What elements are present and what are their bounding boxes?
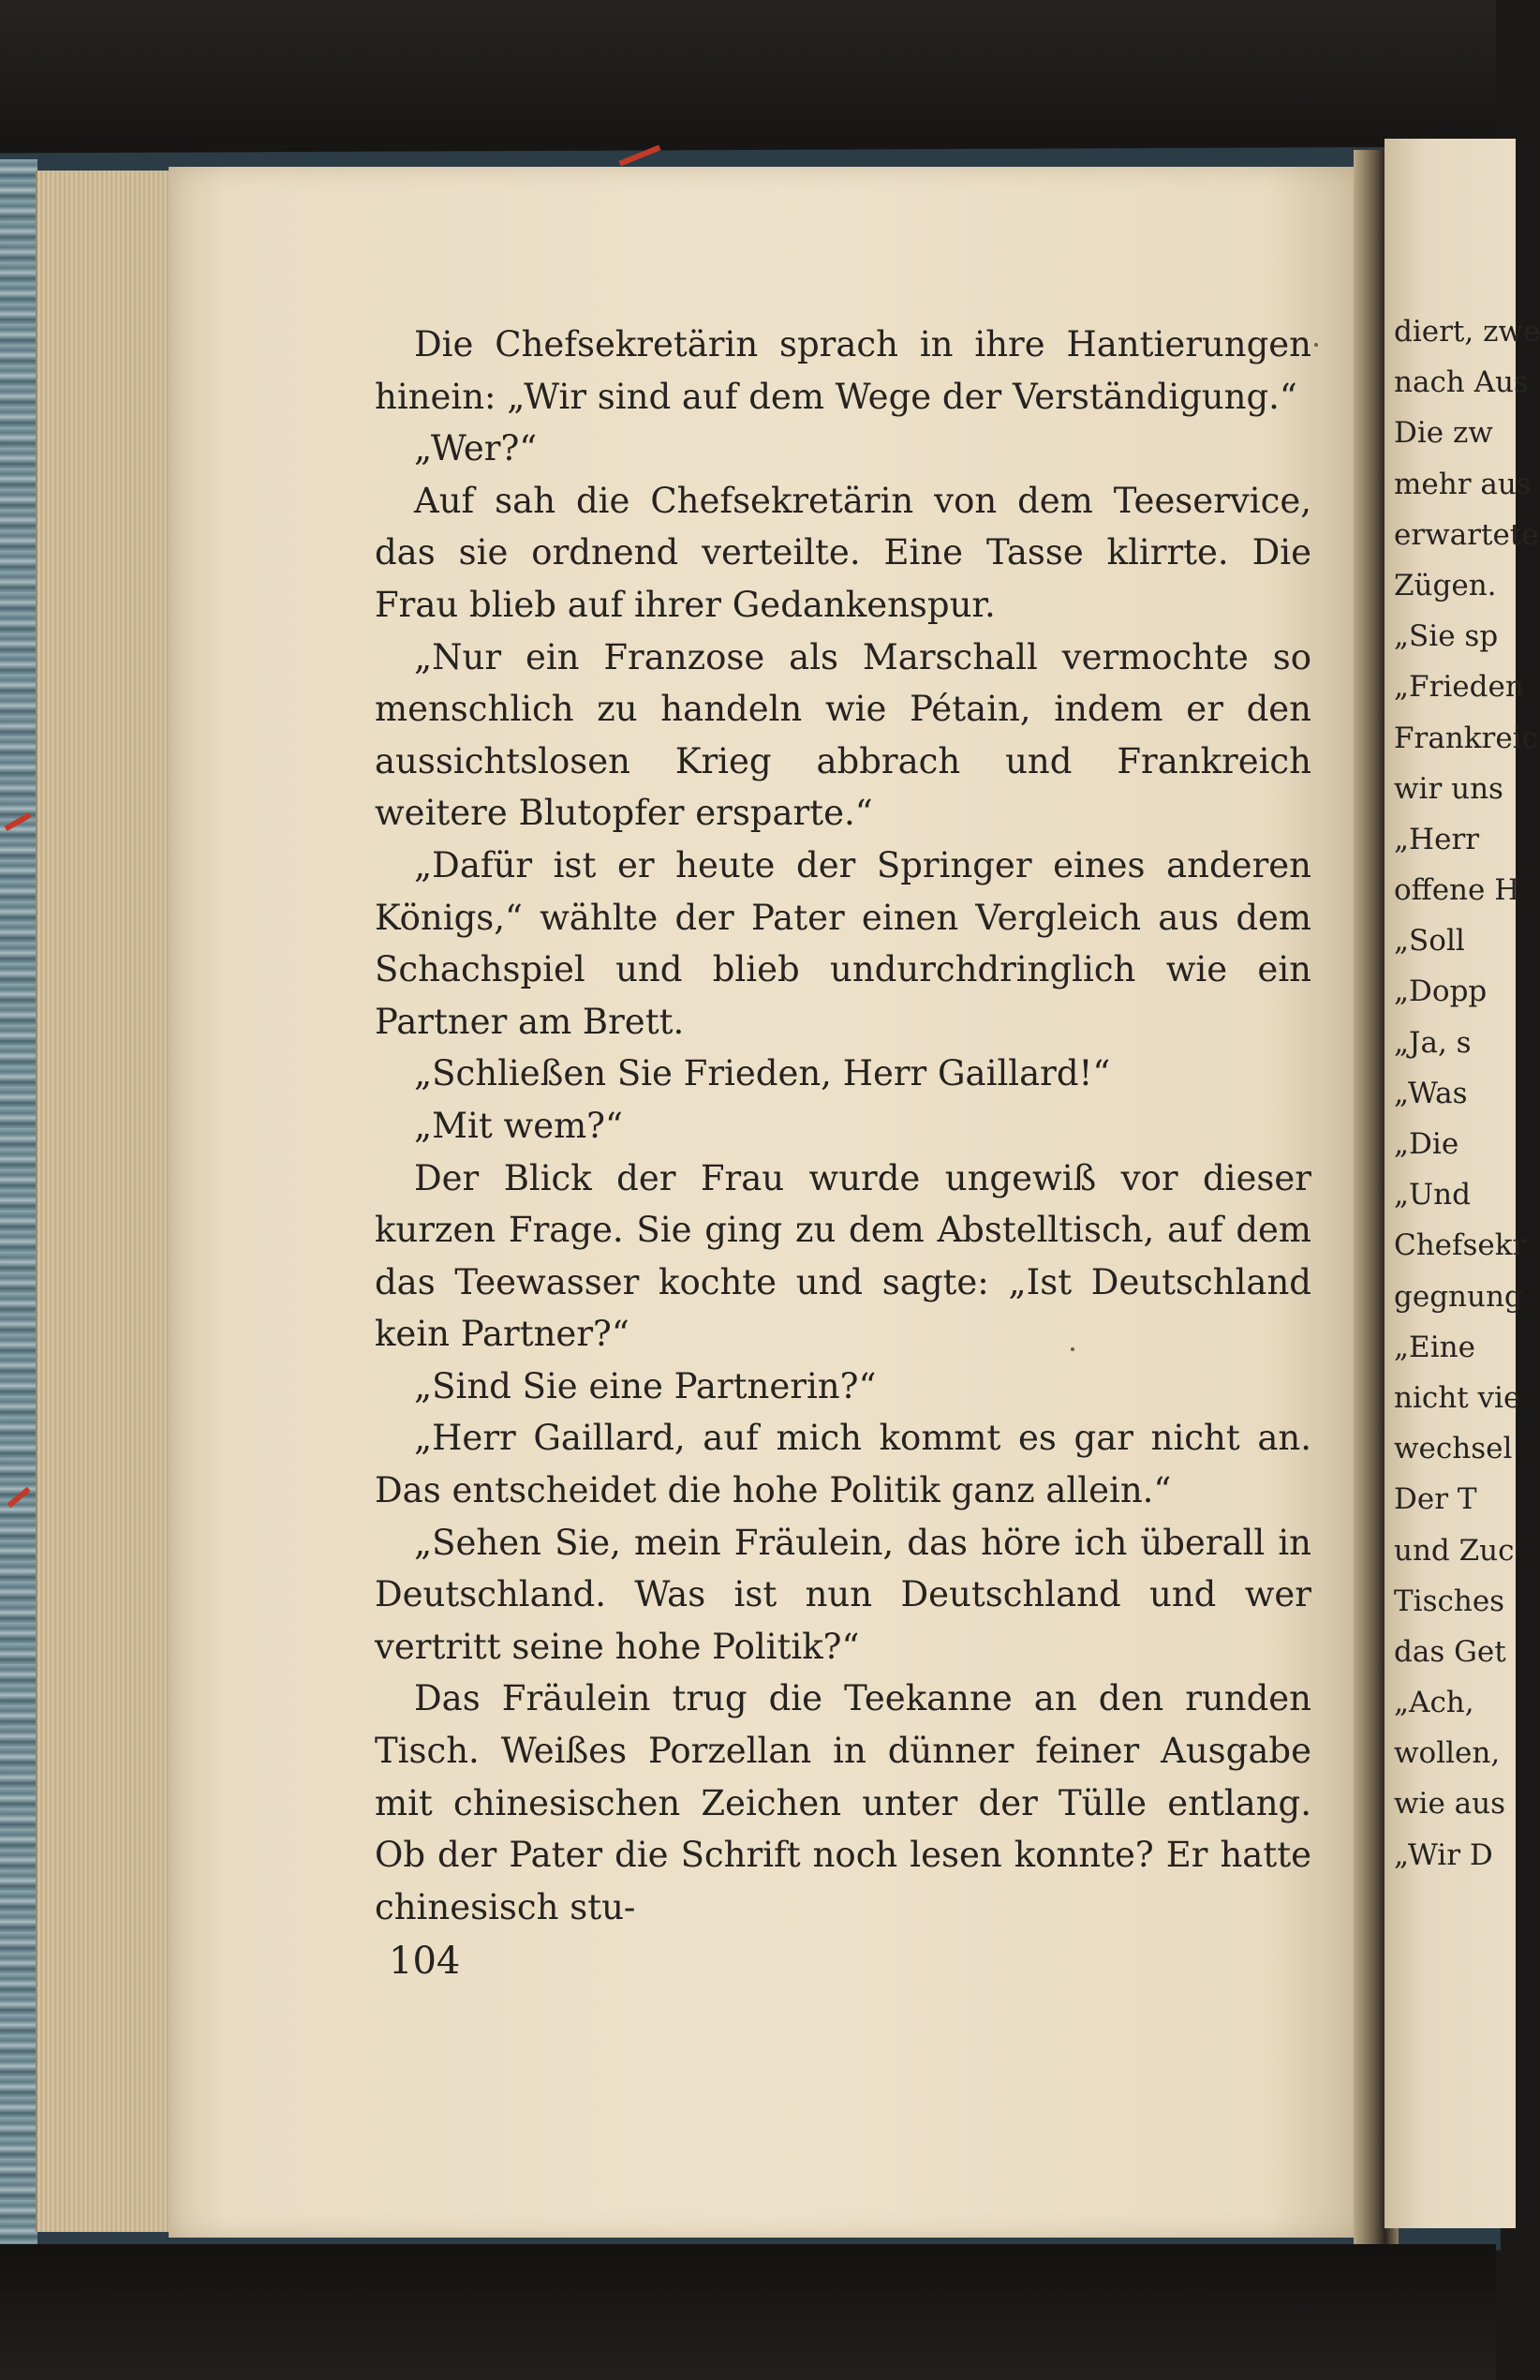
- paragraph: „Herr Gaillard, auf mich kommt es gar nicht an. Das entscheidet die hohe Politik ganz allein.“: [375, 1418, 1311, 1511]
- paragraph: „Mit wem?“: [414, 1105, 623, 1146]
- next-page-text-fragments: [1394, 306, 1540, 1881]
- cover-edge: [0, 159, 37, 2249]
- next-page-line: gegnung: [1394, 1279, 1523, 1314]
- paragraph: Auf sah die Chefsekretärin von dem Teeservice, das sie ordnend verteilte. Eine Tasse klirrte. Die Frau blieb auf ihrer Gedankenspur.: [375, 480, 1311, 625]
- next-page-line: „Wir D: [1394, 1837, 1493, 1872]
- next-page-line: Zügen.: [1394, 568, 1497, 602]
- paper-speck: [1071, 1347, 1074, 1351]
- next-page-line: „Was: [1394, 1076, 1468, 1110]
- page-number: 104: [389, 1940, 461, 1983]
- next-page-line: Die zw: [1394, 416, 1493, 451]
- next-page-line: mehr aus: [1394, 467, 1532, 501]
- paper-speck: [1314, 343, 1318, 347]
- next-page-line: „Soll: [1394, 924, 1465, 959]
- paragraph: „Nur ein Franzose als Marschall vermochte so menschlich zu handeln wie Pétain, indem er den aussichtslosen Krieg abbrach und Frankreich weitere Blutopfer ersparte.“: [375, 636, 1311, 834]
- next-page-line: „Eine: [1394, 1330, 1475, 1364]
- paragraph: Der Blick der Frau wurde ungewiß vor dieser kurzen Frage. Sie ging zu dem Abstelltisch, auf dem das Teewasser kochte und sagte: „Ist Deutschland kein Partner?“: [375, 1157, 1311, 1355]
- paragraph: Die Chefsekretärin sprach in ihre Hantierungen hinein: „Wir sind auf dem Wege der Verständigung.“: [375, 324, 1311, 417]
- next-page-line: wechsel: [1394, 1432, 1513, 1466]
- next-page-line: „Die: [1394, 1127, 1459, 1161]
- next-page-line: offene H: [1394, 873, 1520, 908]
- next-page-line: „Herr: [1394, 822, 1480, 856]
- next-page-line: das Get: [1394, 1634, 1506, 1669]
- next-page-line: Chefsekr: [1394, 1228, 1527, 1263]
- next-page-line: „Dopp: [1394, 974, 1488, 1009]
- next-page-line: wie aus: [1394, 1787, 1506, 1822]
- next-page-line: „Frieden: [1394, 670, 1524, 705]
- paragraph: „Wer?“: [414, 428, 538, 469]
- paragraph: „Dafür ist er heute der Springer eines anderen Königs,“ wählte der Pater einen Vergleich aus dem Schachspiel und blieb undurchdringlich wie ein Partner am Brett.: [375, 844, 1311, 1042]
- next-page-line: Frankreic: [1394, 721, 1539, 755]
- next-page-line: Tisches: [1394, 1584, 1505, 1618]
- next-page-line: „Sie sp: [1394, 619, 1499, 654]
- next-page-line: „Ja, s: [1394, 1025, 1472, 1060]
- paragraph: „Sehen Sie, mein Fräulein, das höre ich überall in Deutschland. Was ist nun Deutschland und wer vertritt seine hohe Politik?“: [375, 1522, 1311, 1667]
- next-page-line: „Ach,: [1394, 1686, 1474, 1720]
- paragraph: Das Fräulein trug die Teekanne an den runden Tisch. Weißes Porzellan in dünner feiner Ausgabe mit chinesischen Zeichen unter der Tülle entlang. Ob der Pater die Schrift noch lesen konnte? Er hatte chinesisch stu-: [375, 1678, 1311, 1927]
- next-page-line: diert, zwe: [1394, 315, 1540, 349]
- next-page-line: erwartete: [1394, 517, 1539, 552]
- next-page-line: nach Aus: [1394, 365, 1529, 400]
- paragraph: „Sind Sie eine Partnerin?“: [414, 1365, 877, 1406]
- backdrop-bottom: [0, 2244, 1496, 2380]
- backdrop-top: [0, 0, 1496, 164]
- next-page-line: Der T: [1394, 1482, 1477, 1517]
- next-page-line: wir uns: [1394, 771, 1503, 806]
- page-stack-edge: [36, 171, 178, 2232]
- next-page-line: „Und: [1394, 1178, 1471, 1212]
- next-page-line: und Zuc: [1394, 1533, 1515, 1568]
- next-page-line: wollen,: [1394, 1736, 1501, 1771]
- next-page-line: nicht vie: [1394, 1380, 1521, 1415]
- page-body-text: [375, 319, 1311, 1933]
- paragraph: „Schließen Sie Frieden, Herr Gaillard!“: [414, 1053, 1111, 1094]
